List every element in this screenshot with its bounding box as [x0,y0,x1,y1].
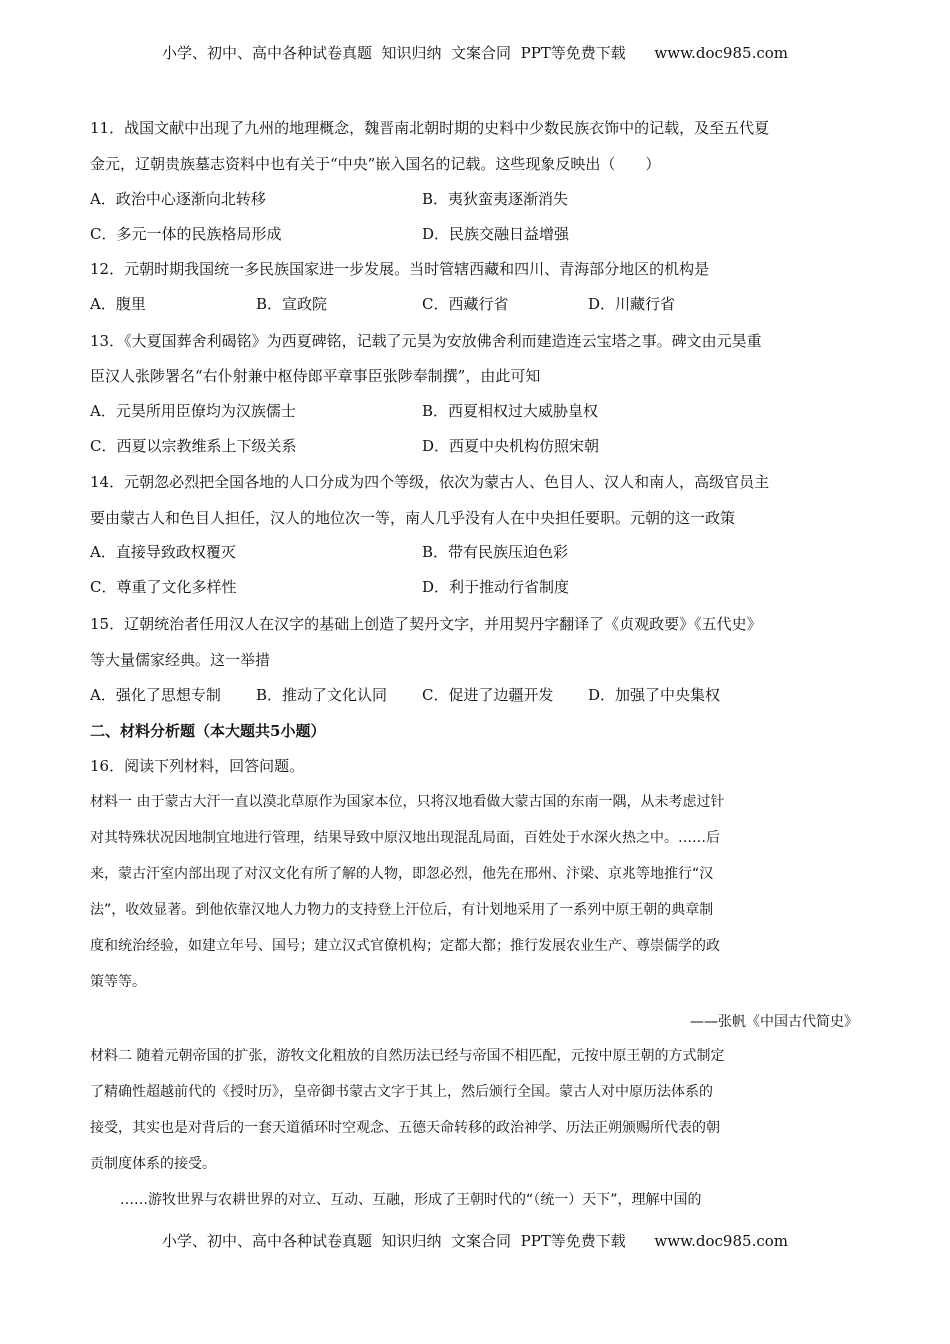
material1-line1: 材料一 由于蒙古大汗一直以漠北草原作为国家本位，只将汉地看做大蒙古国的东南一隅，从未考虑过针 [90,794,725,810]
q15-line2: 等大量儒家经典。这一举措 [90,651,271,669]
q14-option-b: B．带有民族压迫色彩 [422,543,569,561]
q15-option-c: C．促进了边疆开发 [422,686,554,704]
q12-option-d: D．川藏行省 [588,295,676,313]
page-header: 小学、初中、高中各种试卷真题 知识归纳 文案合同 PPT等免费下载 www.doc985.com [161,44,788,62]
q11-option-b: B．夷狄蛮夷逐渐消失 [422,190,569,208]
q12-option-a: A．腹里 [90,295,146,313]
q15-option-b: B．推动了文化认同 [256,686,388,704]
material2-line3: 接受，其实也是对背后的一套天道循环时空观念、五德天命转移的政治神学、历法正朔颁赐所代表的朝 [90,1120,720,1136]
material1-line4: 法”，收效显著。到他依靠汉地人力物力的支持登上汗位后，有计划地采用了一系列中原王朝的典章制 [90,902,714,918]
material1-line3: 来，蒙古汗室内部出现了对汉文化有所了解的人物，即忽必烈，他先在邢州、汴梁、京兆等地推行“汉 [90,866,714,882]
material2-line1: 材料二 随着元朝帝国的扩张，游牧文化粗放的自然历法已经与帝国不相匹配，元按中原王朝的方式制定 [90,1048,725,1064]
q13-option-d: D．西夏中央机构仿照宋朝 [422,437,600,455]
material2-line2: 了精确性超越前代的《授时历》，皇帝御书蒙古文字于其上，然后颁行全国。蒙古人对中原历法体系的 [90,1084,713,1100]
material2-line5: ……游牧世界与农耕世界的对立、互动、互融，形成了王朝时代的“（统一）天下”，理解中国的 [120,1192,702,1208]
q13-line1: 13．《大夏国葬舍利碣铭》为西夏碑铭，记载了元昊为安放佛舍利而建造连云宝塔之事。碑文由元昊重 [90,332,762,350]
q15-option-a: A．强化了思想专制 [90,686,221,704]
q13-option-a: A．元昊所用臣僚均为汉族儒士 [90,402,296,420]
q15-option-d: D．加强了中央集权 [588,686,721,704]
material1-line6: 策等等。 [90,974,146,990]
q13-option-c: C．西夏以宗教维系上下级关系 [90,437,297,455]
q13-option-b: B．西夏相权过大威胁皇权 [422,402,599,420]
q14-option-c: C．尊重了文化多样性 [90,578,237,596]
q11-option-d: D．民族交融日益增强 [422,225,570,243]
q14-line1: 14．元朝忽必烈把全国各地的人口分成为四个等级，依次为蒙古人、色目人、汉人和南人，高级官员主 [90,473,770,491]
material1-line2: 对其特殊状况因地制宜地进行管理，结果导致中原汉地出现混乱局面，百姓处于水深火热之中。……后 [90,830,720,846]
q13-line2: 臣汉人张陟署名“右仆射兼中枢侍郎平章事臣张陟奉制撰”，由此可知 [90,367,541,385]
q12-option-c: C．西藏行省 [422,295,509,313]
q14-option-d: D．利于推动行省制度 [422,578,570,596]
q16-intro: 16．阅读下列材料，回答问题。 [90,757,305,775]
material2-line4: 贡制度体系的接受。 [90,1156,216,1172]
q11-line2: 金元，辽朝贵族墓志资料中也有关于“中央”嵌入国名的记载。这些现象反映出（ ） [90,155,661,173]
q11-option-c: C．多元一体的民族格局形成 [90,225,282,243]
q14-line2: 要由蒙古人和色目人担任，汉人的地位次一等，南人几乎没有人在中央担任要职。元朝的这一政策 [90,509,736,527]
q11-line1: 11．战国文献中出现了九州的地理概念，魏晋南北朝时期的史料中少数民族衣饰中的记载，及至五代夏 [90,119,770,137]
section-heading: 二、材料分析题（本大题共5小题） [90,722,326,740]
q12-option-b: B．宣政院 [256,295,328,313]
q11-option-a: A．政治中心逐渐向北转移 [90,190,266,208]
q14-option-a: A．直接导致政权覆灭 [90,543,236,561]
material1-source: ——张帆《中国古代简史》 [690,1014,858,1030]
page-footer: 小学、初中、高中各种试卷真题 知识归纳 文案合同 PPT等免费下载 www.doc985.com [161,1232,788,1250]
q15-line1: 15．辽朝统治者任用汉人在汉字的基础上创造了契丹文字，并用契丹字翻译了《贞观政要》《五代史》 [90,615,762,633]
q12-line1: 12．元朝时期我国统一多民族国家进一步发展。当时管辖西藏和四川、青海部分地区的机构是 [90,260,710,278]
material1-line5: 度和统治经验，如建立年号、国号；建立汉式官僚机构；定都大都；推行发展农业生产、尊崇儒学的政 [90,938,720,954]
